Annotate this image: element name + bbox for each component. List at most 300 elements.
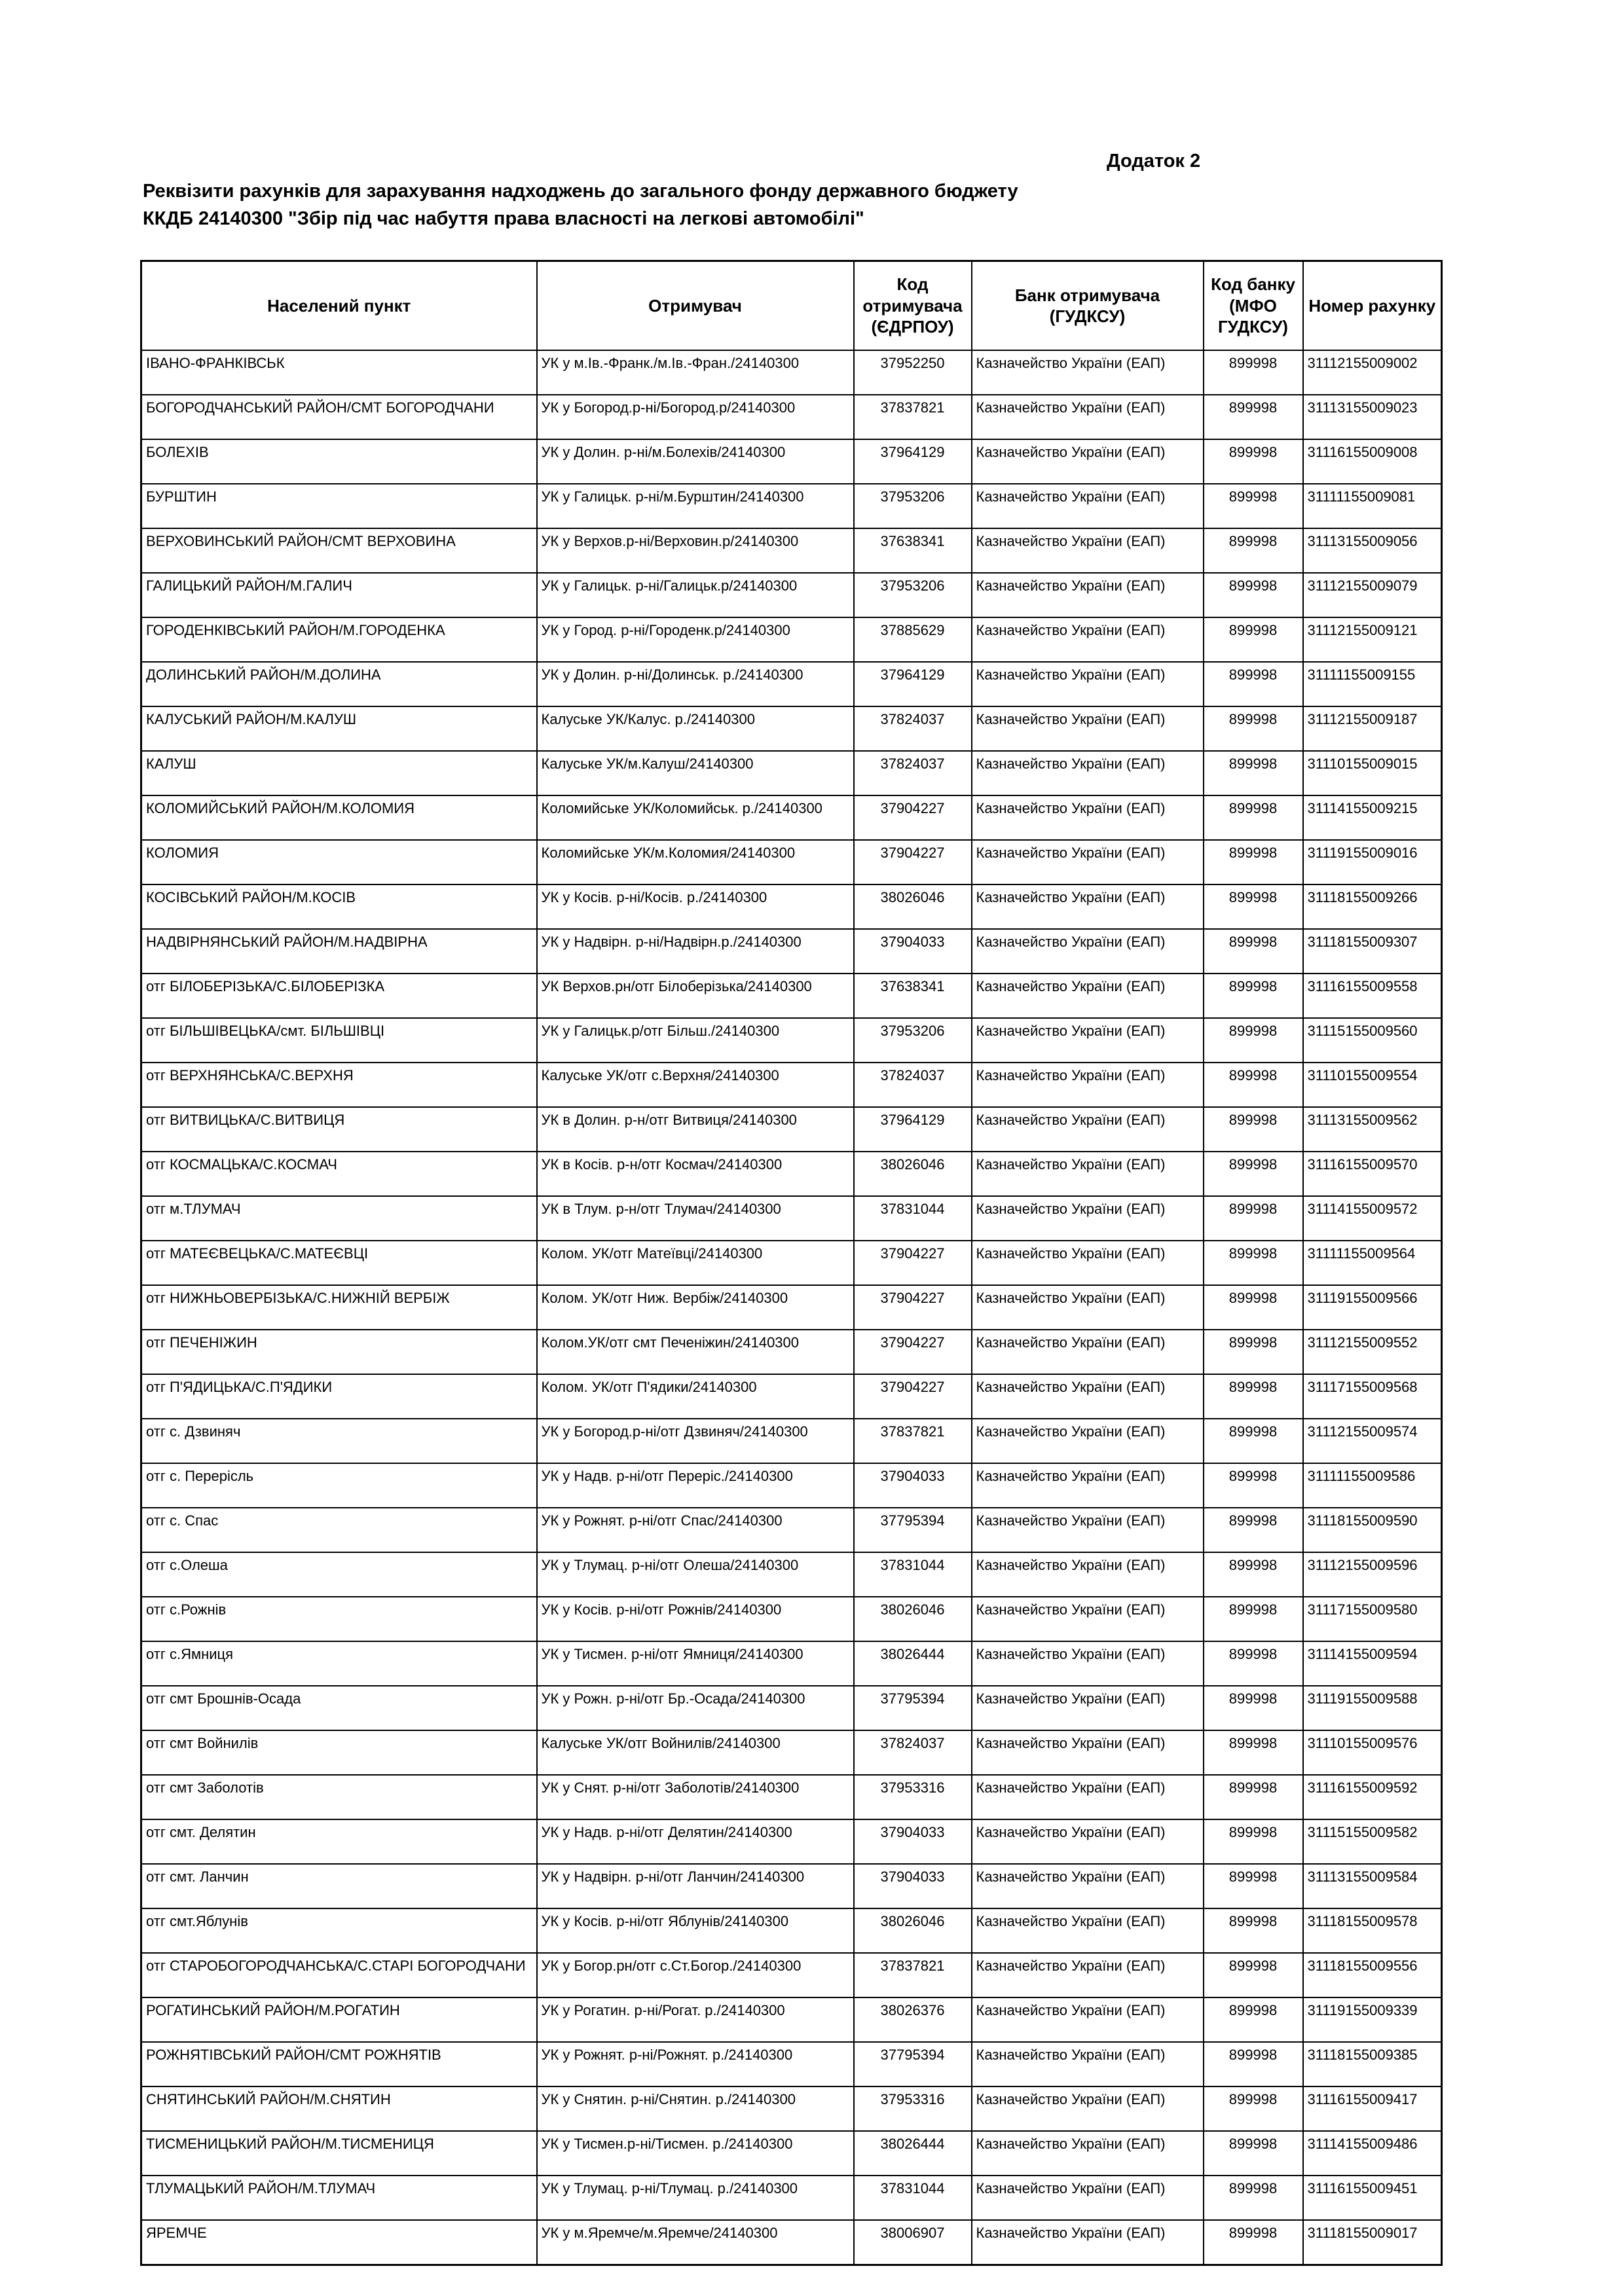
cell-recipient-code: 38026444 (854, 2131, 972, 2176)
cell-place: отг с.Олеша (141, 1552, 537, 1597)
cell-account: 31115155009582 (1303, 1819, 1442, 1864)
document-title-line2: ККДБ 24140300 "Збір під час набуття права власності на легкові автомобілі" (143, 208, 864, 229)
cell-account: 31118155009590 (1303, 1508, 1442, 1552)
cell-bank-code: 899998 (1204, 1107, 1303, 1152)
cell-place: отг с. Перерісль (141, 1463, 537, 1508)
appendix-label: Додаток 2 (1107, 151, 1201, 172)
cell-account: 31119155009339 (1303, 1997, 1442, 2042)
cell-place: отг БІЛЬШІВЕЦЬКА/смт. БІЛЬШІВЦІ (141, 1018, 537, 1063)
cell-recipient-code: 37824037 (854, 1730, 972, 1775)
cell-bank: Казначейство України (ЕАП) (972, 528, 1204, 573)
cell-recipient-code: 37952250 (854, 350, 972, 395)
table-row (141, 1374, 1442, 1419)
cell-account: 31119155009566 (1303, 1285, 1442, 1330)
cell-bank: Казначейство України (ЕАП) (972, 2131, 1204, 2176)
document-title-line1: Реквізити рахунків для зарахування надходжень до загального фонду державного бюджету (143, 181, 1018, 202)
cell-recipient: УК у Снятин. р-ні/Снятин. р./24140300 (537, 2086, 854, 2131)
cell-recipient-code: 37824037 (854, 751, 972, 795)
cell-recipient: УК у Богор.рн/отг с.Ст.Богор./24140300 (537, 1953, 854, 1997)
cell-bank: Казначейство України (ЕАП) (972, 1463, 1204, 1508)
cell-bank: Казначейство України (ЕАП) (972, 617, 1204, 662)
cell-place: отг П'ЯДИЦЬКА/С.П'ЯДИКИ (141, 1374, 537, 1419)
cell-bank: Казначейство України (ЕАП) (972, 573, 1204, 617)
cell-bank: Казначейство України (ЕАП) (972, 1419, 1204, 1463)
cell-account: 31118155009556 (1303, 1953, 1442, 1997)
cell-bank-code: 899998 (1204, 1641, 1303, 1686)
cell-recipient: УК в Тлум. р-н/отг Тлумач/24140300 (537, 1196, 854, 1241)
cell-bank: Казначейство України (ЕАП) (972, 662, 1204, 706)
cell-recipient-code: 38026046 (854, 1152, 972, 1196)
cell-account: 31111155009586 (1303, 1463, 1442, 1508)
cell-recipient-code: 37953206 (854, 573, 972, 617)
cell-account: 31114155009486 (1303, 2131, 1442, 2176)
cell-place: РОГАТИНСЬКИЙ РАЙОН/М.РОГАТИН (141, 1997, 537, 2042)
cell-bank: Казначейство України (ЕАП) (972, 1196, 1204, 1241)
table-row (141, 1864, 1442, 1908)
cell-recipient-code: 37638341 (854, 528, 972, 573)
cell-recipient: Калуське УК/отг Войнилів/24140300 (537, 1730, 854, 1775)
cell-bank-code: 899998 (1204, 528, 1303, 573)
cell-account: 31110155009015 (1303, 751, 1442, 795)
cell-bank: Казначейство України (ЕАП) (972, 1285, 1204, 1330)
cell-place: БУРШТИН (141, 484, 537, 528)
cell-place: отг БІЛОБЕРІЗЬКА/С.БІЛОБЕРІЗКА (141, 974, 537, 1018)
cell-account: 31113155009562 (1303, 1107, 1442, 1152)
cell-recipient-code: 37638341 (854, 974, 972, 1018)
table-body (141, 350, 1442, 2265)
cell-bank-code: 899998 (1204, 1152, 1303, 1196)
cell-place: КАЛУСЬКИЙ РАЙОН/М.КАЛУШ (141, 706, 537, 751)
cell-recipient-code: 37795394 (854, 2042, 972, 2086)
cell-recipient-code: 37953316 (854, 1775, 972, 1819)
cell-bank-code: 899998 (1204, 751, 1303, 795)
cell-recipient: УК у Снят. р-ні/отг Заболотів/24140300 (537, 1775, 854, 1819)
cell-account: 31116155009008 (1303, 439, 1442, 484)
cell-place: КОЛОМИЙСЬКИЙ РАЙОН/М.КОЛОМИЯ (141, 795, 537, 840)
cell-recipient-code: 38026376 (854, 1997, 972, 2042)
cell-bank-code: 899998 (1204, 1864, 1303, 1908)
cell-recipient: УК у Галицьк. р-ні/Галицьк.р/24140300 (537, 573, 854, 617)
table-row (141, 1552, 1442, 1597)
cell-bank: Казначейство України (ЕАП) (972, 2176, 1204, 2220)
cell-recipient-code: 37904033 (854, 1463, 972, 1508)
cell-recipient: УК у Тлумац. р-ні/отг Олеша/24140300 (537, 1552, 854, 1597)
cell-place: ДОЛИНСЬКИЙ РАЙОН/М.ДОЛИНА (141, 662, 537, 706)
cell-bank: Казначейство України (ЕАП) (972, 1908, 1204, 1953)
cell-recipient: УК в Долин. р-н/отг Витвиця/24140300 (537, 1107, 854, 1152)
cell-recipient: УК у Надвірн. р-ні/отг Ланчин/24140300 (537, 1864, 854, 1908)
cell-bank-code: 899998 (1204, 1419, 1303, 1463)
cell-account: 31112155009121 (1303, 617, 1442, 662)
cell-place: БОГОРОДЧАНСЬКИЙ РАЙОН/СМТ БОГОРОДЧАНИ (141, 395, 537, 439)
cell-recipient-code: 37904033 (854, 1864, 972, 1908)
cell-account: 31116155009592 (1303, 1775, 1442, 1819)
cell-place: КОСІВСЬКИЙ РАЙОН/М.КОСІВ (141, 884, 537, 929)
cell-recipient-code: 37964129 (854, 439, 972, 484)
cell-account: 31116155009570 (1303, 1152, 1442, 1196)
cell-place: РОЖНЯТІВСЬКИЙ РАЙОН/СМТ РОЖНЯТІВ (141, 2042, 537, 2086)
table-row (141, 617, 1442, 662)
cell-recipient-code: 37824037 (854, 706, 972, 751)
table-row (141, 706, 1442, 751)
table-row (141, 1018, 1442, 1063)
cell-bank-code: 899998 (1204, 1819, 1303, 1864)
cell-bank-code: 899998 (1204, 1597, 1303, 1641)
cell-bank: Казначейство України (ЕАП) (972, 840, 1204, 884)
cell-bank-code: 899998 (1204, 1908, 1303, 1953)
cell-recipient-code: 37831044 (854, 1196, 972, 1241)
cell-recipient: Колом.УК/отг смт Печеніжин/24140300 (537, 1330, 854, 1374)
cell-bank-code: 899998 (1204, 1063, 1303, 1107)
cell-account: 31111155009564 (1303, 1241, 1442, 1285)
cell-place: ВЕРХОВИНСЬКИЙ РАЙОН/СМТ ВЕРХОВИНА (141, 528, 537, 573)
cell-place: отг КОСМАЦЬКА/С.КОСМАЧ (141, 1152, 537, 1196)
accounts-table (140, 260, 1443, 2266)
cell-account: 31110155009576 (1303, 1730, 1442, 1775)
cell-recipient: УК у Галицьк.р/отг Більш./24140300 (537, 1018, 854, 1063)
cell-bank: Казначейство України (ЕАП) (972, 1374, 1204, 1419)
cell-bank-code: 899998 (1204, 929, 1303, 974)
cell-account: 31113155009023 (1303, 395, 1442, 439)
cell-account: 31114155009572 (1303, 1196, 1442, 1241)
table-row (141, 1641, 1442, 1686)
cell-place: отг СТАРОБОГОРОДЧАНСЬКА/С.СТАРІ БОГОРОДЧАНИ (141, 1953, 537, 1997)
table-row (141, 1508, 1442, 1552)
cell-bank-code: 899998 (1204, 395, 1303, 439)
cell-bank-code: 899998 (1204, 1285, 1303, 1330)
table-row (141, 974, 1442, 1018)
cell-recipient: Коломийське УК/м.Коломия/24140300 (537, 840, 854, 884)
cell-place: отг НИЖНЬОВЕРБІЗЬКА/С.НИЖНІЙ ВЕРБІЖ (141, 1285, 537, 1330)
table-row (141, 484, 1442, 528)
cell-place: ГАЛИЦЬКИЙ РАЙОН/М.ГАЛИЧ (141, 573, 537, 617)
cell-recipient-code: 38006907 (854, 2220, 972, 2265)
cell-bank-code: 899998 (1204, 706, 1303, 751)
cell-place: БОЛЕХІВ (141, 439, 537, 484)
cell-place: ГОРОДЕНКІВСЬКИЙ РАЙОН/М.ГОРОДЕНКА (141, 617, 537, 662)
cell-bank: Казначейство України (ЕАП) (972, 1597, 1204, 1641)
cell-recipient: УК у Косів. р-ні/Косів. р./24140300 (537, 884, 854, 929)
cell-recipient: Коломийське УК/Коломийськ. р./24140300 (537, 795, 854, 840)
cell-recipient: Колом. УК/отг Ниж. Вербіж/24140300 (537, 1285, 854, 1330)
cell-recipient-code: 37831044 (854, 2176, 972, 2220)
cell-recipient: УК у м.Ів.-Франк./м.Ів.-Фран./24140300 (537, 350, 854, 395)
cell-account: 31118155009017 (1303, 2220, 1442, 2265)
cell-account: 31116155009451 (1303, 2176, 1442, 2220)
cell-recipient: УК в Косів. р-н/отг Космач/24140300 (537, 1152, 854, 1196)
cell-recipient: Колом. УК/отг П'ядики/24140300 (537, 1374, 854, 1419)
table-row (141, 840, 1442, 884)
table-row (141, 662, 1442, 706)
cell-place: ТЛУМАЦЬКИЙ РАЙОН/М.ТЛУМАЧ (141, 2176, 537, 2220)
cell-account: 31112155009079 (1303, 573, 1442, 617)
cell-account: 31114155009594 (1303, 1641, 1442, 1686)
cell-recipient-code: 37953206 (854, 484, 972, 528)
cell-bank: Казначейство України (ЕАП) (972, 1063, 1204, 1107)
cell-recipient-code: 37904227 (854, 1374, 972, 1419)
cell-recipient: УК у Долин. р-ні/Долинськ. р./24140300 (537, 662, 854, 706)
cell-bank: Казначейство України (ЕАП) (972, 929, 1204, 974)
cell-recipient: Калуське УК/отг с.Верхня/24140300 (537, 1063, 854, 1107)
cell-bank-code: 899998 (1204, 2086, 1303, 2131)
cell-bank: Казначейство України (ЕАП) (972, 1152, 1204, 1196)
cell-recipient: Колом. УК/отг Матеївці/24140300 (537, 1241, 854, 1285)
cell-place: отг смт Заболотів (141, 1775, 537, 1819)
cell-bank: Казначейство України (ЕАП) (972, 484, 1204, 528)
table-row (141, 1775, 1442, 1819)
cell-place: отг с.Ямниця (141, 1641, 537, 1686)
cell-recipient: УК у Тисмен.р-ні/Тисмен. р./24140300 (537, 2131, 854, 2176)
cell-recipient: УК у Тлумац. р-ні/Тлумац. р./24140300 (537, 2176, 854, 2220)
cell-account: 31117155009568 (1303, 1374, 1442, 1419)
cell-place: НАДВІРНЯНСЬКИЙ РАЙОН/М.НАДВІРНА (141, 929, 537, 974)
cell-account: 31110155009554 (1303, 1063, 1442, 1107)
cell-bank-code: 899998 (1204, 439, 1303, 484)
table-row (141, 395, 1442, 439)
table-row (141, 1463, 1442, 1508)
cell-recipient-code: 37795394 (854, 1686, 972, 1730)
cell-recipient: Калуське УК/Калус. р./24140300 (537, 706, 854, 751)
table-row (141, 1241, 1442, 1285)
column-header-account: Номер рахунку (1303, 261, 1442, 351)
column-header-bank: Банк отримувача (ГУДКСУ) (972, 261, 1204, 351)
column-header-place: Населений пункт (141, 261, 537, 351)
cell-account: 31112155009552 (1303, 1330, 1442, 1374)
cell-bank: Казначейство України (ЕАП) (972, 1330, 1204, 1374)
cell-recipient-code: 37885629 (854, 617, 972, 662)
cell-place: СНЯТИНСЬКИЙ РАЙОН/М.СНЯТИН (141, 2086, 537, 2131)
cell-bank-code: 899998 (1204, 350, 1303, 395)
cell-place: отг ПЕЧЕНІЖИН (141, 1330, 537, 1374)
table-row (141, 1597, 1442, 1641)
table-row (141, 795, 1442, 840)
cell-bank: Казначейство України (ЕАП) (972, 1552, 1204, 1597)
column-header-bank-code: Код банку (МФО ГУДКСУ) (1204, 261, 1303, 351)
cell-bank: Казначейство України (ЕАП) (972, 1508, 1204, 1552)
cell-recipient: УК у Надвірн. р-ні/Надвірн.р./24140300 (537, 929, 854, 974)
cell-recipient: УК Верхов.рн/отг Білоберізька/24140300 (537, 974, 854, 1018)
cell-recipient: УК у Рожн. р-ні/отг Бр.-Осада/24140300 (537, 1686, 854, 1730)
cell-bank: Казначейство України (ЕАП) (972, 1819, 1204, 1864)
cell-bank-code: 899998 (1204, 974, 1303, 1018)
cell-recipient-code: 37904227 (854, 1330, 972, 1374)
cell-bank: Казначейство України (ЕАП) (972, 706, 1204, 751)
cell-place: ІВАНО-ФРАНКІВСЬК (141, 350, 537, 395)
cell-account: 31115155009560 (1303, 1018, 1442, 1063)
cell-recipient: УК у Тисмен. р-ні/отг Ямниця/24140300 (537, 1641, 854, 1686)
cell-place: отг м.ТЛУМАЧ (141, 1196, 537, 1241)
table-row (141, 1285, 1442, 1330)
cell-recipient-code: 37904227 (854, 795, 972, 840)
cell-bank: Казначейство України (ЕАП) (972, 795, 1204, 840)
cell-account: 31113155009056 (1303, 528, 1442, 573)
cell-recipient: УК у Богород.р-ні/отг Дзвиняч/24140300 (537, 1419, 854, 1463)
cell-bank-code: 899998 (1204, 1241, 1303, 1285)
table-row (141, 2176, 1442, 2220)
cell-bank: Казначейство України (ЕАП) (972, 884, 1204, 929)
cell-bank-code: 899998 (1204, 1730, 1303, 1775)
cell-account: 31111155009081 (1303, 484, 1442, 528)
cell-recipient: УК у Рожнят. р-ні/Рожнят. р./24140300 (537, 2042, 854, 2086)
cell-recipient-code: 37831044 (854, 1552, 972, 1597)
cell-account: 31118155009266 (1303, 884, 1442, 929)
table-row (141, 2131, 1442, 2176)
cell-bank: Казначейство України (ЕАП) (972, 751, 1204, 795)
cell-bank: Казначейство України (ЕАП) (972, 1775, 1204, 1819)
cell-bank: Казначейство України (ЕАП) (972, 1686, 1204, 1730)
cell-bank-code: 899998 (1204, 662, 1303, 706)
cell-bank-code: 899998 (1204, 1018, 1303, 1063)
cell-bank: Казначейство України (ЕАП) (972, 1241, 1204, 1285)
cell-bank: Казначейство України (ЕАП) (972, 1641, 1204, 1686)
cell-place: отг смт Брошнів-Осада (141, 1686, 537, 1730)
cell-bank: Казначейство України (ЕАП) (972, 1730, 1204, 1775)
cell-recipient: УК у Галицьк. р-ні/м.Бурштин/24140300 (537, 484, 854, 528)
cell-bank-code: 899998 (1204, 1775, 1303, 1819)
table-row (141, 1330, 1442, 1374)
table-row (141, 573, 1442, 617)
cell-account: 31112155009574 (1303, 1419, 1442, 1463)
cell-bank: Казначейство України (ЕАП) (972, 2220, 1204, 2265)
cell-bank-code: 899998 (1204, 1508, 1303, 1552)
cell-place: отг с. Дзвиняч (141, 1419, 537, 1463)
cell-bank: Казначейство України (ЕАП) (972, 1018, 1204, 1063)
table-row (141, 350, 1442, 395)
cell-recipient-code: 37904227 (854, 840, 972, 884)
cell-bank-code: 899998 (1204, 1997, 1303, 2042)
table-row (141, 1908, 1442, 1953)
table-row (141, 1063, 1442, 1107)
table-row (141, 1196, 1442, 1241)
table-row (141, 1730, 1442, 1775)
cell-recipient-code: 37964129 (854, 1107, 972, 1152)
cell-bank-code: 899998 (1204, 1330, 1303, 1374)
table-header-row (141, 261, 1442, 351)
cell-bank-code: 899998 (1204, 884, 1303, 929)
cell-bank: Казначейство України (ЕАП) (972, 1864, 1204, 1908)
cell-recipient-code: 37837821 (854, 1419, 972, 1463)
cell-bank-code: 899998 (1204, 1463, 1303, 1508)
cell-place: ТИСМЕНИЦЬКИЙ РАЙОН/М.ТИСМЕНИЦЯ (141, 2131, 537, 2176)
cell-bank-code: 899998 (1204, 484, 1303, 528)
cell-recipient: УК у Надв. р-ні/отг Переріс./24140300 (537, 1463, 854, 1508)
table-row (141, 1419, 1442, 1463)
cell-bank-code: 899998 (1204, 840, 1303, 884)
cell-place: отг ВИТВИЦЬКА/С.ВИТВИЦЯ (141, 1107, 537, 1152)
cell-recipient-code: 38026046 (854, 884, 972, 929)
column-header-recipient: Отримувач (537, 261, 854, 351)
cell-bank: Казначейство України (ЕАП) (972, 2042, 1204, 2086)
cell-recipient-code: 37837821 (854, 395, 972, 439)
cell-recipient: УК у Верхов.р-ні/Верховин.р/24140300 (537, 528, 854, 573)
cell-recipient: УК у Рожнят. р-ні/отг Спас/24140300 (537, 1508, 854, 1552)
cell-account: 31118155009307 (1303, 929, 1442, 974)
cell-account: 31113155009584 (1303, 1864, 1442, 1908)
cell-account: 31118155009385 (1303, 2042, 1442, 2086)
cell-bank-code: 899998 (1204, 617, 1303, 662)
cell-recipient: УК у Косів. р-ні/отг Рожнів/24140300 (537, 1597, 854, 1641)
cell-recipient-code: 37837821 (854, 1953, 972, 1997)
cell-recipient-code: 37824037 (854, 1063, 972, 1107)
cell-recipient: УК у м.Яремче/м.Яремче/24140300 (537, 2220, 854, 2265)
cell-recipient-code: 37964129 (854, 662, 972, 706)
cell-recipient-code: 37904033 (854, 1819, 972, 1864)
cell-account: 31112155009187 (1303, 706, 1442, 751)
cell-account: 31119155009588 (1303, 1686, 1442, 1730)
cell-place: отг смт.Яблунів (141, 1908, 537, 1953)
cell-account: 31116155009417 (1303, 2086, 1442, 2131)
table-row (141, 929, 1442, 974)
cell-account: 31116155009558 (1303, 974, 1442, 1018)
cell-account: 31119155009016 (1303, 840, 1442, 884)
table-row (141, 1953, 1442, 1997)
cell-recipient: Калуське УК/м.Калуш/24140300 (537, 751, 854, 795)
cell-bank: Казначейство України (ЕАП) (972, 974, 1204, 1018)
cell-bank-code: 899998 (1204, 2220, 1303, 2265)
table-row (141, 1819, 1442, 1864)
cell-recipient-code: 38026444 (854, 1641, 972, 1686)
cell-recipient-code: 37953316 (854, 2086, 972, 2131)
cell-account: 31114155009215 (1303, 795, 1442, 840)
cell-place: отг смт Войнилів (141, 1730, 537, 1775)
cell-bank-code: 899998 (1204, 795, 1303, 840)
cell-recipient: УК у Надв. р-ні/отг Делятин/24140300 (537, 1819, 854, 1864)
cell-bank: Казначейство України (ЕАП) (972, 395, 1204, 439)
cell-bank-code: 899998 (1204, 1686, 1303, 1730)
cell-bank: Казначейство України (ЕАП) (972, 1107, 1204, 1152)
column-header-recipient-code: Код отримувача (ЄДРПОУ) (854, 261, 972, 351)
table-row (141, 2220, 1442, 2265)
cell-place: отг ВЕРХНЯНСЬКА/С.ВЕРХНЯ (141, 1063, 537, 1107)
cell-recipient-code: 37904227 (854, 1241, 972, 1285)
cell-bank: Казначейство України (ЕАП) (972, 1997, 1204, 2042)
cell-account: 31112155009596 (1303, 1552, 1442, 1597)
cell-recipient-code: 38026046 (854, 1597, 972, 1641)
cell-recipient: УК у Богород.р-ні/Богород.р/24140300 (537, 395, 854, 439)
cell-place: отг смт. Делятин (141, 1819, 537, 1864)
cell-recipient: УК у Город. р-ні/Городенк.р/24140300 (537, 617, 854, 662)
table-row (141, 1152, 1442, 1196)
cell-bank-code: 899998 (1204, 1196, 1303, 1241)
cell-bank-code: 899998 (1204, 1552, 1303, 1597)
table-row (141, 2042, 1442, 2086)
table-row (141, 884, 1442, 929)
cell-recipient-code: 37953206 (854, 1018, 972, 1063)
cell-bank-code: 899998 (1204, 1374, 1303, 1419)
table-row (141, 439, 1442, 484)
cell-recipient: УК у Косів. р-ні/отг Яблунів/24140300 (537, 1908, 854, 1953)
cell-bank-code: 899998 (1204, 2176, 1303, 2220)
table-row (141, 1107, 1442, 1152)
cell-recipient: УК у Рогатин. р-ні/Рогат. р./24140300 (537, 1997, 854, 2042)
cell-bank-code: 899998 (1204, 573, 1303, 617)
cell-bank-code: 899998 (1204, 2042, 1303, 2086)
cell-place: ЯРЕМЧЕ (141, 2220, 537, 2265)
cell-bank: Казначейство України (ЕАП) (972, 350, 1204, 395)
table-row (141, 528, 1442, 573)
cell-place: КОЛОМИЯ (141, 840, 537, 884)
table-row (141, 751, 1442, 795)
cell-place: отг с. Спас (141, 1508, 537, 1552)
table-row (141, 1997, 1442, 2042)
cell-account: 31118155009578 (1303, 1908, 1442, 1953)
cell-place: КАЛУШ (141, 751, 537, 795)
cell-place: отг с.Рожнів (141, 1597, 537, 1641)
cell-bank: Казначейство України (ЕАП) (972, 1953, 1204, 1997)
cell-account: 31117155009580 (1303, 1597, 1442, 1641)
cell-recipient-code: 37795394 (854, 1508, 972, 1552)
cell-recipient-code: 38026046 (854, 1908, 972, 1953)
